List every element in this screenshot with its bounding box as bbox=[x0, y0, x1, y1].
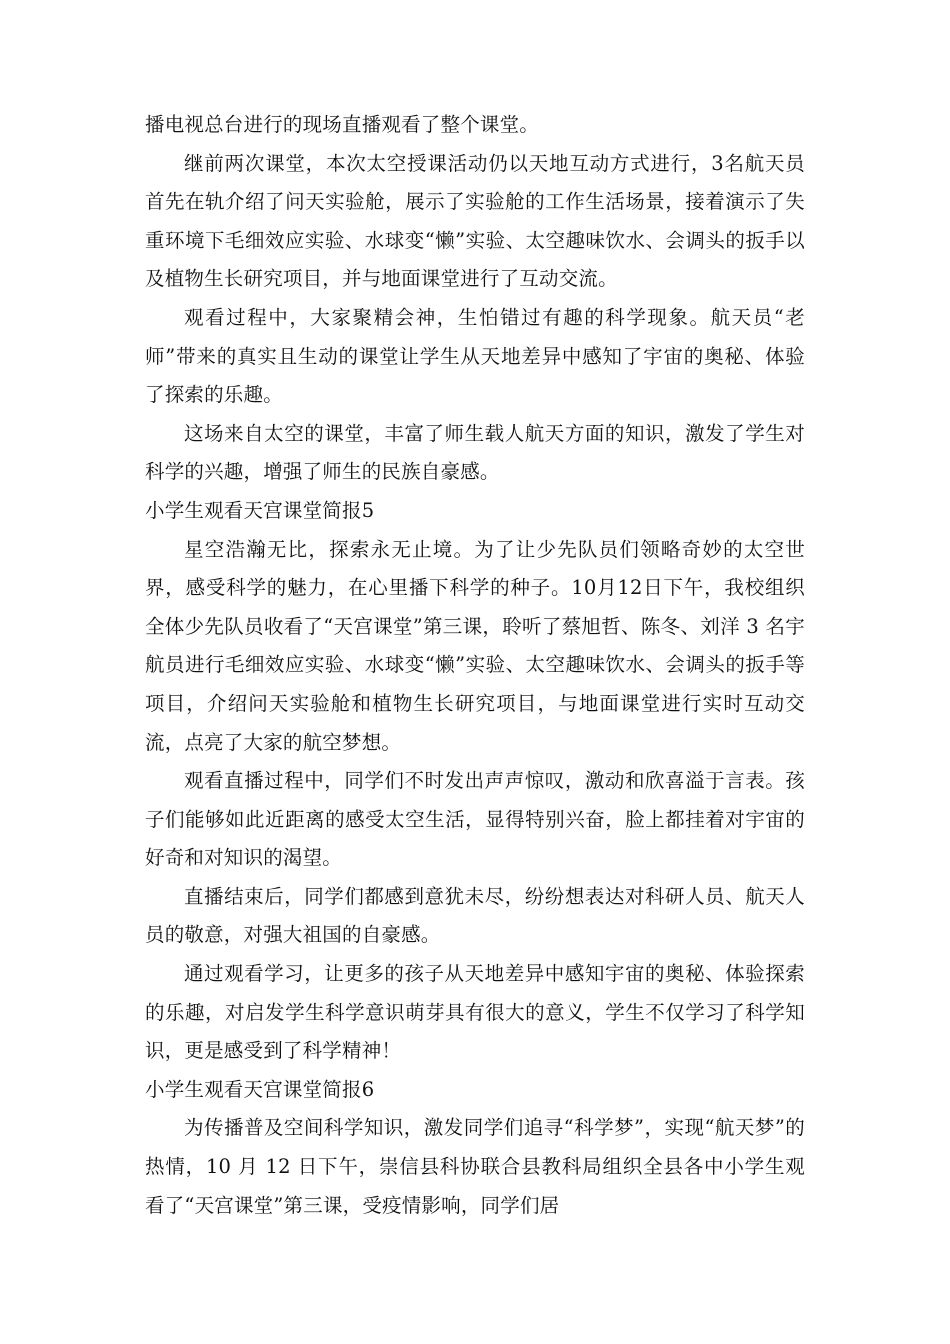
paragraph: 直播结束后，同学们都感到意犹未尽，纷纷想表达对科研人员、航天人员的敬意，对强大祖国的自豪感。 bbox=[145, 884, 805, 947]
paragraph: 星空浩瀚无比，探索永无止境。为了让少先队员们领略奇妙的太空世界，感受科学的魅力，在心里播下科学的种子。10月12日下午，我校组织全体少先队员收看了“天宫课堂”第三课，聆听了蔡旭哲、陈冬、刘洋 3 名宇航员进行毛细效应实验、水球变“懒”实验、太空趣味饮水、会调头的扳手等项目，介绍问天实验舱和植物生长研究项目，与地面课堂进行实时互动交流，点亮了大家的航空梦想。 bbox=[145, 537, 805, 754]
paragraph: 观看直播过程中，同学们不时发出声声惊叹，激动和欣喜溢于言表。孩子们能够如此近距离的感受太空生活，显得特别兴奋，脸上都挂着对宇宙的好奇和对知识的渴望。 bbox=[145, 769, 805, 870]
paragraph: 继前两次课堂，本次太空授课活动仍以天地互动方式进行，3名航天员首先在轨介绍了问天实验舱，展示了实验舱的工作生活场景，接着演示了失重环境下毛细效应实验、水球变“懒”实验、太空趣味饮水、会调头的扳手以及植物生长研究项目，并与地面课堂进行了互动交流。 bbox=[145, 151, 805, 291]
section-heading: 小学生观看天宫课堂简报5 bbox=[145, 498, 375, 522]
section-heading: 小学生观看天宫课堂简报6 bbox=[145, 1077, 375, 1101]
paragraph: 为传播普及空间科学知识，激发同学们追寻“科学梦”，实现“航天梦”的热情，10 月 12 日下午，崇信县科协联合县教科局组织全县各中小学生观看了“天宫课堂”第三课，受疫情影响，同学们居 bbox=[145, 1116, 805, 1217]
paragraph: 通过观看学习，让更多的孩子从天地差异中感知宇宙的奥秘、体验探索的乐趣，对启发学生科学意识萌芽具有很大的意义，学生不仅学习了科学知识，更是感受到了科学精神！ bbox=[145, 962, 805, 1063]
paragraph: 这场来自太空的课堂，丰富了师生载人航天方面的知识，激发了学生对科学的兴趣，增强了师生的民族自豪感。 bbox=[145, 421, 805, 484]
paragraph-continuation: 播电视总台进行的现场直播观看了整个课堂。 bbox=[145, 113, 540, 136]
paragraph: 观看过程中，大家聚精会神，生怕错过有趣的科学现象。航天员“老师”带来的真实且生动的课堂让学生从天地差异中感知了宇宙的奥秘、体验了探索的乐趣。 bbox=[145, 305, 805, 407]
document-page bbox=[145, 106, 805, 1225]
